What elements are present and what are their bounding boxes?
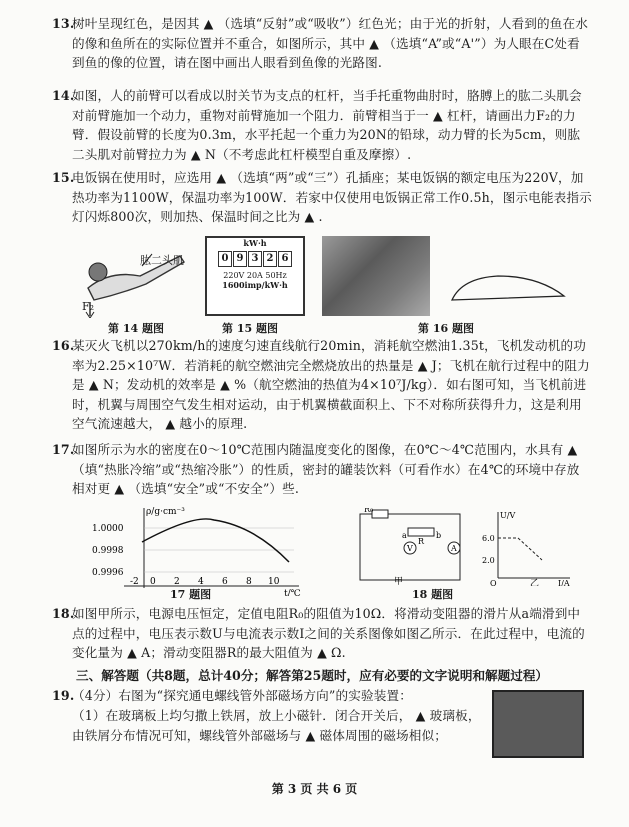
question-number: 19.	[52, 688, 75, 703]
origin-label: O	[490, 579, 497, 586]
page-footer: 第 3 页 共 6 页	[271, 782, 358, 796]
b-label: b	[436, 531, 442, 540]
x-tick: 6	[222, 577, 228, 587]
circuit-diagram	[350, 508, 470, 586]
x-axis-label: I/A	[558, 579, 570, 586]
u-i-graph	[482, 508, 574, 586]
force-label: F₂	[82, 300, 95, 313]
y-tick: 6.0	[482, 534, 495, 543]
question-text: 如图所示为水的密度在0～10℃范围内随温度变化的图像，在0℃～4℃范围内，水具有 ▲ （填“热胀冷缩”或“热缩冷胀”）的性质，密封的罐装饮料（可看作水）在4℃的环境中存放相对更 ▲ （选填“安全”或“不安全”）些.	[72, 442, 580, 497]
y-tick: 1.0000	[92, 524, 124, 534]
fig18-caption: 18 题图	[412, 588, 454, 601]
firefighting-plane-photo	[322, 236, 430, 316]
fig17-caption: 17 题图	[170, 588, 212, 601]
question-number: 15.	[52, 170, 75, 185]
a-label: a	[402, 531, 407, 540]
y-tick: 0.9996	[92, 568, 124, 578]
meter-imp: 1600imp/kW·h	[222, 280, 288, 290]
question-number: 17.	[52, 442, 75, 457]
ammeter-label: A	[451, 544, 457, 553]
x-axis-label: t/℃	[284, 589, 301, 596]
yi-label: 乙	[530, 579, 540, 586]
question-text: 某灭火飞机以270km/h的速度匀速直线航行20min，消耗航空燃油1.35t，飞机发动机的功率为2.25×10⁷W．若消耗的航空燃油完全燃烧放出的热量是 ▲ J；飞机在航行过程中的阻力是 ▲ N；发动机的效率是 ▲ %（航空燃油的热值为4×10⁷J/kg）．如右图可知，当飞机前进时，机翼与周围空气发生相对运动，由于机翼横截面积上、下不对称所获得升力，这是利用空气流速越大， ▲ 越小的原理.	[72, 338, 590, 432]
question-text: （1）在玻璃板上均匀撒上铁屑，放上小磁针．闭合开关后， ▲ 玻璃板，由铁屑分布情况可知，螺线管外部磁场与 ▲ 磁体周围的磁场相似；	[72, 708, 481, 743]
x-tick: 8	[246, 577, 252, 587]
digit: 0	[218, 251, 232, 267]
meter-spec: 220V 20A 50Hz	[223, 271, 287, 280]
jia-label: 甲	[394, 577, 404, 586]
question-number: 18.	[52, 606, 75, 621]
x-tick: -2	[130, 577, 139, 587]
question-number: 13.	[52, 16, 75, 31]
question-17	[52, 440, 592, 499]
question-text: 如图，人的前臂可以看成以肘关节为支点的杠杆，当手托重物曲肘时，胳膊上的肱二头肌会对前臂施加一个动力，重物对前臂施加一个阻力．前臂相当于一 ▲ 杠杆，请画出力F₂的力臂．假设前臂的长度为0.3m，水平托起一个重力为20N的铅球，动力臂的长为5cm，则肱二头肌对前臂拉力为 ▲ N（不考虑此杠杆模型自重及摩擦）.	[72, 88, 582, 162]
section-heading: 三、解答题（共8题，总计40分；解答第25题时，应有必要的文字说明和解题过程）	[76, 668, 549, 683]
density-chart	[84, 504, 314, 596]
question-number: 16.	[52, 338, 75, 353]
question-text: 树叶呈现红色，是因其 ▲ （选填“反射”或“吸收”）红色光；由于光的折射，人看到的鱼在水的像和鱼所在的实际位置并不重合，如图所示，其中 ▲ （选填“A”或“A'”）为人眼在C处看到鱼的像的位置，请在图中画出人眼看到鱼像的光路图.	[72, 16, 589, 71]
r0-label: R₀	[364, 508, 374, 514]
energy-meter	[205, 236, 305, 316]
fig15-caption: 第 15 题图	[222, 322, 278, 335]
digit: 2	[263, 251, 277, 267]
r-label: R	[418, 537, 425, 546]
question-number: 14.	[52, 88, 75, 103]
solenoid-apparatus-photo	[492, 690, 584, 758]
x-tick: 10	[268, 577, 280, 587]
question-19-part-1	[72, 706, 484, 745]
x-tick: 0	[150, 577, 156, 587]
question-14	[52, 86, 592, 164]
digit: 9	[233, 251, 247, 267]
fig14-caption: 第 14 题图	[108, 322, 164, 335]
question-13	[52, 14, 592, 73]
digit: 6	[278, 251, 292, 267]
question-16	[52, 336, 592, 434]
voltmeter-label: V	[407, 544, 413, 553]
y-axis-label: U/V	[500, 511, 516, 520]
x-tick: 4	[198, 577, 204, 587]
question-text: （4分）右图为“探究通电螺线管外部磁场方向”的实验装置：	[72, 688, 412, 703]
question-19	[52, 686, 484, 706]
question-15	[52, 168, 592, 227]
y-tick: 2.0	[482, 556, 495, 565]
fig16-caption: 第 16 题图	[418, 322, 474, 335]
meter-unit: kW·h	[243, 238, 267, 248]
meter-digits	[207, 251, 303, 267]
biceps-label: 肱二头肌	[140, 254, 184, 267]
y-axis-label: ρ/g·cm⁻³	[146, 507, 185, 517]
question-text: 如图甲所示，电源电压恒定，定值电阻R₀的阻值为10Ω．将滑动变阻器的滑片从a端滑到中点的过程中，电压表示数U与电流表示数I之间的关系图像如图乙所示．在此过程中，电流的变化量为 ▲ A；滑动变阻器R的最大阻值为 ▲ Ω.	[72, 606, 585, 661]
question-18	[52, 604, 592, 663]
y-tick: 0.9998	[92, 546, 124, 556]
question-text: 电饭锅在使用时，应选用 ▲ （选填“两”或“三”）孔插座；某电饭锅的额定电压为220V，加热功率为1100W，保温功率为100W．若家中仅使用电饭锅正常工作0.5h，图示电能表指示灯闪烁800次，则加热、保温时间之比为 ▲ .	[72, 170, 592, 225]
x-tick: 2	[174, 577, 180, 587]
wing-profile	[448, 266, 568, 306]
digit: 3	[248, 251, 262, 267]
